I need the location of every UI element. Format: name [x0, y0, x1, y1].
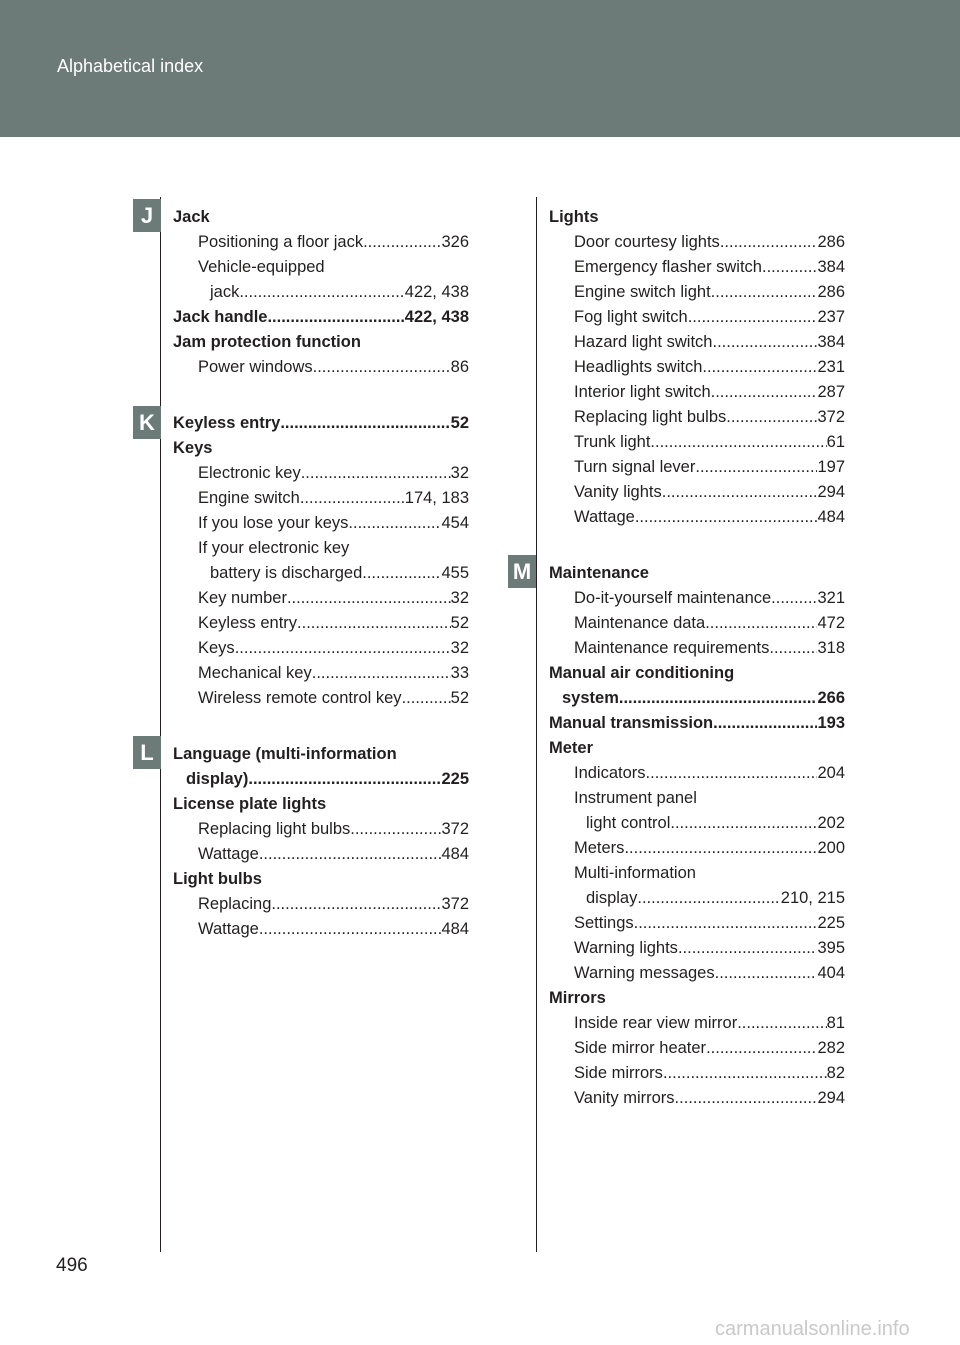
- index-entry-page: 472: [817, 614, 845, 632]
- index-entry-page: 395: [817, 939, 845, 957]
- index-entry: [549, 611, 845, 636]
- dot-leader: [300, 486, 405, 511]
- index-entry: [173, 611, 469, 636]
- index-entry-term: Maintenance data: [574, 614, 706, 632]
- index-entry: [549, 255, 845, 280]
- index-entry: [173, 842, 469, 867]
- index-entry-term: Maintenance requirements: [574, 639, 770, 657]
- dot-leader: [688, 305, 818, 330]
- watermark: carmanualsonline.info: [715, 1318, 910, 1340]
- dot-leader: [348, 511, 441, 536]
- index-entry-term: Maintenance: [549, 564, 649, 582]
- index-entry-term: Positioning a floor jack: [198, 233, 364, 251]
- index-entry-term: Indicators: [574, 764, 646, 782]
- index-entry: [173, 792, 469, 817]
- index-entry-term: If your electronic key: [198, 539, 350, 557]
- index-entry: [549, 1036, 845, 1061]
- index-entry-page: 422, 438: [404, 283, 469, 301]
- index-entry-page: 454: [441, 514, 469, 532]
- index-entry-term: Engine switch: [198, 489, 300, 507]
- index-entry-page: 266: [817, 689, 845, 707]
- index-entry-page: 225: [817, 914, 845, 932]
- index-entry: [173, 511, 469, 536]
- dot-leader: [715, 961, 818, 986]
- index-entry-term: Hazard light switch: [574, 333, 713, 351]
- index-entry-page: 294: [817, 483, 845, 501]
- index-entry-term: Wattage: [198, 920, 259, 938]
- index-entry-term: Emergency flasher switch: [574, 258, 762, 276]
- index-entry: [549, 505, 845, 530]
- index-entry-term: Fog light switch: [574, 308, 688, 326]
- dot-leader: [619, 686, 818, 711]
- index-entry-term: Trunk light: [574, 433, 651, 451]
- index-entry-page: 52: [450, 414, 469, 432]
- index-entry-page: 86: [450, 358, 469, 376]
- dot-leader: [362, 561, 441, 586]
- dot-leader: [259, 842, 442, 867]
- dot-leader: [706, 1036, 817, 1061]
- dot-leader: [646, 761, 818, 786]
- index-entry-term: Vehicle-equipped: [198, 258, 325, 276]
- dot-leader: [675, 1086, 818, 1111]
- index-entry: [549, 861, 845, 886]
- index-entry-page: 372: [441, 820, 469, 838]
- dot-leader: [737, 1011, 826, 1036]
- index-entry-page: 484: [441, 920, 469, 938]
- index-entry: [173, 867, 469, 892]
- index-entry-page: 61: [826, 433, 845, 451]
- index-entry: [549, 230, 845, 255]
- dot-leader: [705, 611, 817, 636]
- dot-leader: [711, 380, 818, 405]
- index-entry: [549, 961, 845, 986]
- index-entry-term: If you lose your keys: [198, 514, 349, 532]
- index-entry-term: Instrument panel: [574, 789, 697, 807]
- index-entry: [173, 917, 469, 942]
- index-entry-term: light control: [586, 814, 671, 832]
- index-entry: [549, 330, 845, 355]
- index-entry-page: 32: [450, 464, 469, 482]
- index-entry-term: Interior light switch: [574, 383, 711, 401]
- index-entry-page: 294: [817, 1089, 845, 1107]
- index-entry: [173, 586, 469, 611]
- index-entry: [549, 205, 845, 230]
- index-entry-page: 384: [817, 258, 845, 276]
- dot-leader: [235, 636, 451, 661]
- index-entry: [549, 455, 845, 480]
- index-entry: [173, 411, 469, 436]
- index-entry: [173, 461, 469, 486]
- index-entry-term: Mechanical key: [198, 664, 312, 682]
- index-entry: [549, 1086, 845, 1111]
- section-gap: [173, 380, 469, 411]
- index-entry-term: Language (multi-information: [173, 745, 397, 763]
- dot-leader: [287, 586, 451, 611]
- index-entry-page: 372: [441, 895, 469, 913]
- index-entry: [549, 430, 845, 455]
- dot-leader: [662, 480, 818, 505]
- index-entry: [173, 305, 469, 330]
- index-entry: [173, 686, 469, 711]
- dot-leader: [711, 280, 818, 305]
- section-letter-k: K: [133, 406, 161, 439]
- index-entry-page: 193: [817, 714, 845, 732]
- index-entry: [549, 480, 845, 505]
- index-entry-page: 204: [817, 764, 845, 782]
- index-entry-page: 372: [817, 408, 845, 426]
- dot-leader: [248, 767, 441, 792]
- dot-leader: [271, 892, 441, 917]
- index-entry: [549, 405, 845, 430]
- index-entry-term: display: [586, 889, 638, 907]
- index-entry-term: Wattage: [574, 508, 635, 526]
- index-entry-term: Jack: [173, 208, 210, 226]
- dot-leader: [350, 817, 441, 842]
- index-entry: [549, 911, 845, 936]
- section-gap: [173, 711, 469, 742]
- index-entry: [549, 1061, 845, 1086]
- index-entry-term: Engine switch light: [574, 283, 711, 301]
- section-letter-m: M: [508, 555, 536, 588]
- index-entry-page: 455: [441, 564, 469, 582]
- index-entry-page: 384: [817, 333, 845, 351]
- index-entry-term: Keyless entry: [198, 614, 298, 632]
- dot-leader: [239, 280, 404, 305]
- index-entry-term: Electronic key: [198, 464, 301, 482]
- index-entry-page: 287: [817, 383, 845, 401]
- index-entry: [549, 686, 845, 711]
- section-letter-j: J: [133, 199, 161, 232]
- index-entry-term: Headlights switch: [574, 358, 703, 376]
- index-entry: [549, 936, 845, 961]
- index-entry-page: 321: [817, 589, 845, 607]
- index-entry: [549, 811, 845, 836]
- index-entry-page: 282: [817, 1039, 845, 1057]
- index-entry: [173, 436, 469, 461]
- index-entry-term: system: [562, 689, 619, 707]
- index-entry-page: 32: [450, 589, 469, 607]
- section-gap: [549, 530, 845, 561]
- dot-leader: [670, 811, 817, 836]
- section-letter-l: L: [133, 736, 161, 769]
- index-entry-page: 52: [450, 614, 469, 632]
- dot-leader: [726, 405, 817, 430]
- index-entry-term: Wattage: [198, 845, 259, 863]
- index-entry: [549, 661, 845, 686]
- index-entry-page: 422, 438: [404, 308, 469, 326]
- index-entry-page: 286: [817, 233, 845, 251]
- page-number: 496: [56, 1255, 88, 1276]
- index-entry: [173, 742, 469, 767]
- index-entry: [173, 536, 469, 561]
- index-entry-page: 210, 215: [780, 889, 845, 907]
- index-entry: [549, 761, 845, 786]
- index-entry: [173, 280, 469, 305]
- index-entry-term: Side mirrors: [574, 1064, 663, 1082]
- index-entry-term: Side mirror heater: [574, 1039, 707, 1057]
- index-entry: [173, 817, 469, 842]
- index-entry-term: display): [186, 770, 249, 788]
- index-entry-page: 231: [817, 358, 845, 376]
- index-entry-term: Keys: [173, 439, 213, 457]
- index-column-right: [549, 205, 845, 1111]
- dot-leader: [695, 455, 817, 480]
- index-entry: [549, 786, 845, 811]
- index-entry: [549, 1011, 845, 1036]
- index-entry-term: Key number: [198, 589, 287, 607]
- index-entry: [549, 736, 845, 761]
- index-entry: [173, 636, 469, 661]
- header-title: Alphabetical index: [57, 56, 204, 76]
- index-entry: [549, 986, 845, 1011]
- index-entry-page: 174, 183: [404, 489, 469, 507]
- index-entry-page: 237: [817, 308, 845, 326]
- index-entry-term: Manual air conditioning: [549, 664, 735, 682]
- column-divider-right: [536, 197, 537, 1252]
- index-entry: [549, 355, 845, 380]
- column-divider-left: [160, 197, 161, 1252]
- index-entry-term: Keys: [198, 639, 235, 657]
- index-entry-term: jack: [210, 283, 240, 301]
- dot-leader: [297, 611, 451, 636]
- index-entry-term: Turn signal lever: [574, 458, 696, 476]
- index-entry-page: 52: [450, 689, 469, 707]
- index-entry: [173, 661, 469, 686]
- dot-leader: [267, 305, 404, 330]
- index-column-left: [173, 205, 469, 942]
- index-entry: [549, 561, 845, 586]
- dot-leader: [259, 917, 442, 942]
- index-entry-page: 202: [817, 814, 845, 832]
- index-entry: [173, 561, 469, 586]
- index-entry-term: Mirrors: [549, 989, 606, 1007]
- index-entry: [173, 205, 469, 230]
- index-entry-term: Warning messages: [574, 964, 715, 982]
- index-entry-term: Vanity lights: [574, 483, 662, 501]
- dot-leader: [624, 836, 817, 861]
- dot-leader: [637, 886, 780, 911]
- index-entry: [173, 892, 469, 917]
- dot-leader: [678, 936, 818, 961]
- index-entry-page: 484: [441, 845, 469, 863]
- index-entry-page: 200: [817, 839, 845, 857]
- index-entry-term: Replacing: [198, 895, 272, 913]
- dot-leader: [720, 230, 818, 255]
- index-entry: [173, 486, 469, 511]
- index-entry: [549, 280, 845, 305]
- index-entry: [549, 305, 845, 330]
- index-entry: [173, 255, 469, 280]
- index-entry-term: Jack handle: [173, 308, 268, 326]
- dot-leader: [650, 430, 826, 455]
- index-entry: [549, 380, 845, 405]
- index-entry: [173, 330, 469, 355]
- index-entry-term: Settings: [574, 914, 634, 932]
- page-header: [0, 0, 960, 137]
- index-entry-page: 326: [441, 233, 469, 251]
- index-entry-term: Do-it-yourself maintenance: [574, 589, 772, 607]
- index-entry: [549, 711, 845, 736]
- index-entry-term: Light bulbs: [173, 870, 262, 888]
- index-entry: [549, 636, 845, 661]
- index-entry-term: Keyless entry: [173, 414, 281, 432]
- index-entry-term: Manual transmission: [549, 714, 714, 732]
- dot-leader: [634, 911, 818, 936]
- dot-leader: [280, 411, 450, 436]
- index-entry-term: Meter: [549, 739, 594, 757]
- index-entry-page: 484: [817, 508, 845, 526]
- dot-leader: [635, 505, 818, 530]
- index-entry-term: battery is discharged: [210, 564, 363, 582]
- index-entry-page: 197: [817, 458, 845, 476]
- index-entry: [173, 355, 469, 380]
- index-entry-term: Meters: [574, 839, 625, 857]
- index-entry-term: Vanity mirrors: [574, 1089, 675, 1107]
- dot-leader: [313, 355, 451, 380]
- index-entry-term: Wireless remote control key: [198, 689, 402, 707]
- index-entry-page: 32: [450, 639, 469, 657]
- dot-leader: [771, 586, 817, 611]
- dot-leader: [769, 636, 817, 661]
- index-entry-page: 82: [826, 1064, 845, 1082]
- index-entry-term: Replacing light bulbs: [198, 820, 351, 838]
- dot-leader: [663, 1061, 827, 1086]
- index-entry-term: Replacing light bulbs: [574, 408, 727, 426]
- index-entry-page: 404: [817, 964, 845, 982]
- index-entry-page: 33: [450, 664, 469, 682]
- index-entry-term: Lights: [549, 208, 599, 226]
- index-entry-term: Multi-information: [574, 864, 696, 882]
- index-entry: [549, 886, 845, 911]
- dot-leader: [702, 355, 817, 380]
- index-entry-page: 225: [441, 770, 469, 788]
- dot-leader: [312, 661, 451, 686]
- index-entry-term: Door courtesy lights: [574, 233, 720, 251]
- dot-leader: [363, 230, 441, 255]
- index-entry: [549, 836, 845, 861]
- dot-leader: [712, 330, 817, 355]
- dot-leader: [762, 255, 817, 280]
- index-entry-term: Warning lights: [574, 939, 678, 957]
- dot-leader: [713, 711, 817, 736]
- index-entry: [173, 767, 469, 792]
- index-entry-term: License plate lights: [173, 795, 327, 813]
- dot-leader: [402, 686, 451, 711]
- index-entry-term: Power windows: [198, 358, 313, 376]
- index-entry-page: 81: [826, 1014, 845, 1032]
- index-entry-page: 318: [817, 639, 845, 657]
- index-entry-term: Jam protection function: [173, 333, 361, 351]
- dot-leader: [301, 461, 451, 486]
- index-entry: [173, 230, 469, 255]
- index-entry-term: Inside rear view mirror: [574, 1014, 738, 1032]
- index-entry-page: 286: [817, 283, 845, 301]
- index-entry: [549, 586, 845, 611]
